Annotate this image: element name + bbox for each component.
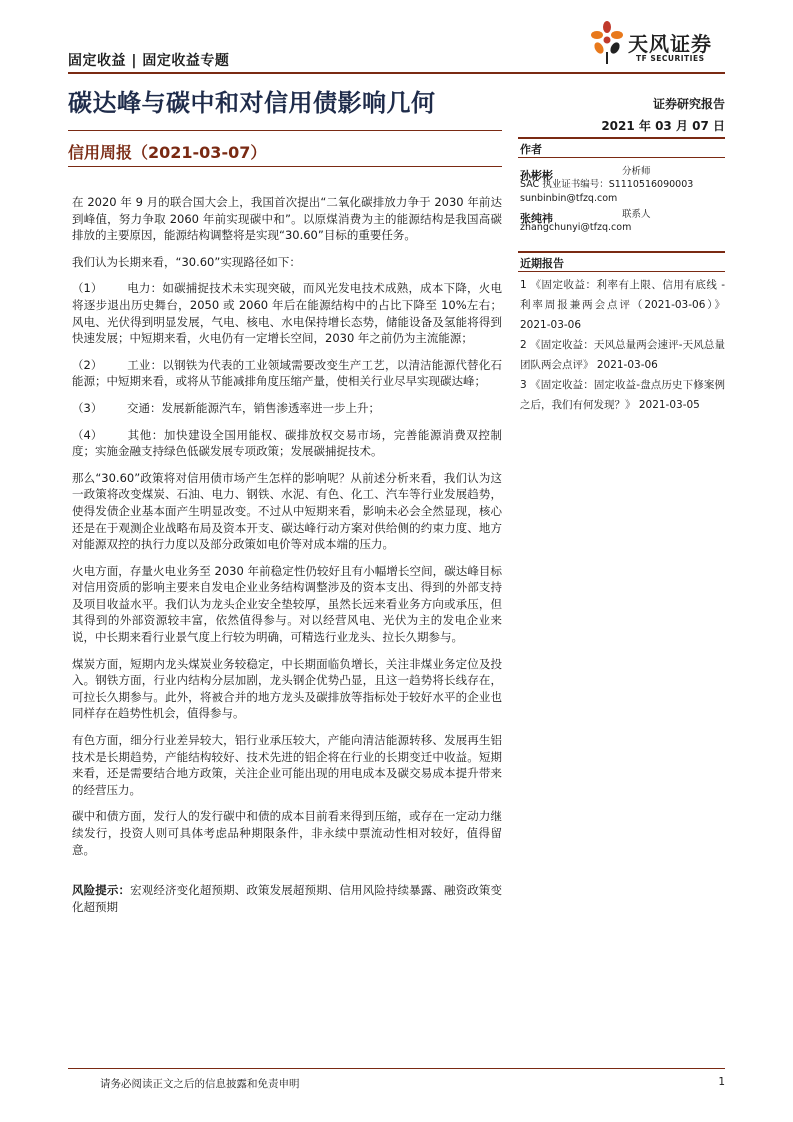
report-subtitle: 信用周报（2021-03-07） (68, 143, 267, 162)
recent-report-item[interactable]: 1 《固定收益：利率有上限、信用有底线 - 利率周报兼两会点评（2021-03-06）》 2021-03-06 (520, 279, 725, 331)
body-paragraph: 我们认为长期来看，“30.60”实现路径如下： (72, 254, 301, 269)
recent-report-item[interactable]: 2 《固定收益：天风总量两会速评-天风总量团队两会点评》 2021-03-06 (520, 339, 725, 371)
path-item (72, 280, 502, 346)
path-item-text: 其他：加快建设全国用能权、碳排放权交易市场，完善能源消费双控制度；实施金融支持绿色低碳发展专项政策；发展碳捕捉技术。 (72, 427, 502, 459)
report-body (72, 194, 502, 915)
authors-heading: 作者 (520, 143, 542, 156)
path-item-text: 电力：如碳捕捉技术未实现突破，而风光发电技术成熟，成本下降，火电将逐步退出历史舞台，2050 或 2060 年后在能源结构中的占比下降至 10%左右；风电、光伏得到明显发展，气电、核电、水电保持增长态势，储能设备及氢能将得到快速发展；中短期来看，火电仍有一定增长空间，2030 年之前仍为主流能源； (72, 281, 502, 346)
recent-reports-list (520, 275, 725, 415)
authors-heading-underline (518, 157, 725, 158)
body-paragraph: 那么“30.60”政策将对信用债市场产生怎样的影响呢？从前述分析来看，我们认为这一政策将改变煤炭、石油、电力、钢铁、水泥、有色、化工、汽车等行业发展趋势，使得发债企业基本面产生明显改变。不过从中短期来看，影响未必会全然显现，核心还是在于观测企业战略布局及资本开支、碳达峰行动方案对供给侧的约束力度、地方对能源双控的执行力度以及部分政策如电价等对成本端的压力。 (72, 470, 502, 552)
recent-report-item[interactable]: 3 《固定收益：固定收益-盘点历史下修案例之后，我们有何发现？》 2021-03-05 (520, 379, 725, 411)
author-cert: SAC 执业证书编号：S1110516090003 (520, 179, 694, 190)
breadcrumb: 固定收益 | 固定收益专题 (68, 53, 230, 69)
page-number: 1 (718, 1076, 725, 1088)
author-role: 分析师 (622, 166, 651, 177)
sidebar-authors-divider (518, 137, 725, 139)
author-name: 孙彬彬 (520, 169, 553, 182)
author-email[interactable]: sunbinbin@tfzq.com (520, 193, 618, 204)
path-item-text: 交通：发展新能源汽车，销售渗透率进一步上升； (127, 400, 380, 415)
footer-disclaimer[interactable]: 请务必阅读正文之后的信息披露和免责申明 (100, 1078, 300, 1090)
subtitle-top-divider (68, 130, 502, 131)
path-item (72, 427, 502, 460)
report-type: 证券研究报告 (652, 97, 725, 111)
logo-chinese-name: 天风证券 (628, 32, 712, 56)
path-item-text: 工业：以钢铁为代表的工业领域需要改变生产工艺，以清洁能源代替化石能源；中短期来看，或将从节能减排角度压缩产量，使相关行业尽早实现碳达峰； (72, 357, 502, 389)
path-item-number: （4） (72, 427, 103, 442)
author-block (520, 164, 725, 235)
header-divider (68, 72, 725, 74)
flower-logo-icon (586, 18, 628, 66)
company-logo (586, 18, 726, 70)
logo-english-name: TF SECURITIES (636, 54, 705, 63)
page-title: 碳达峰与碳中和对信用债影响几何 (68, 89, 436, 117)
risk-label: 风险提示： (72, 883, 131, 898)
risk-warning (72, 882, 502, 915)
risk-text: 宏观经济变化超预期、政策发展超预期、信用风险持续暴露、融资政策变化超预期 (72, 883, 502, 914)
body-paragraph: 有色方面，细分行业差异较大，铝行业承压较大，产能向清洁能源转移、发展再生铝技术是长期趋势，产能结构较好、技术先进的铝企将在行业的长期变迁中收益。短期来看，还是需要结合地方政策，关注企业可能出现的用电成本及碳交易成本提升带来的经营压力。 (72, 733, 502, 797)
subtitle-bottom-divider (68, 166, 502, 167)
author-name: 张纯祎 (520, 212, 553, 225)
report-date: 2021 年 03 月 07 日 (601, 119, 725, 133)
recent-heading-underline (518, 271, 725, 272)
path-item-number: （1） (72, 281, 103, 296)
footer-divider (68, 1068, 725, 1069)
body-paragraph: 碳中和债方面，发行人的发行碳中和债的成本目前看来得到压缩，或存在一定动力继续发行，投资人则可具体考虑品种期限条件，非永续中票流动性相对较好，值得留意。 (72, 809, 502, 857)
recent-reports-heading: 近期报告 (520, 257, 564, 270)
path-item (72, 357, 502, 390)
sidebar-recent-divider (518, 251, 725, 253)
body-paragraph: 煤炭方面，短期内龙头煤炭业务较稳定，中长期面临负增长，关注非煤业务定位及投入。钢铁方面，行业内结构分层加剧，龙头钢企优势凸显，且这一趋势将长线存在，可拉长久期参与。此外，将被合并的地方龙头及碳排放等指标处于较好水平的企业也同样存在趋势性机会，值得参与。 (72, 656, 502, 721)
path-item-number: （3） (72, 400, 103, 415)
path-item (72, 400, 502, 417)
body-paragraph: 火电方面，存量火电业务至 2030 年前稳定性仍较好且有小幅增长空间，碳达峰目标对信用资质的影响主要来自发电企业业务结构调整涉及的资本支出、得到的外部支持及项目收益水平。我们认为龙头企业安全垫较厚，虽然长远来看业务方向或承压，但其得到的外部资源较丰富，依然值得参与。对以经营风电、光伏为主的发电企业来说，中长期来看行业景气度上行较为明确，可精选行业龙头、拉长久期参与。 (72, 563, 502, 645)
author-role: 联系人 (622, 209, 651, 220)
body-paragraph: 在 2020 年 9 月的联合国大会上，我国首次提出“二氧化碳排放力争于 2030 年前达到峰值，努力争取 2060 年前实现碳中和”。以原煤消费为主的能源结构是我国高碳排放的主要原因，能源结构调整将是实现“30.60”目标的重要任务。 (72, 195, 502, 243)
path-item-number: （2） (72, 357, 103, 372)
author-email[interactable]: zhangchunyi@tfzq.com (520, 222, 632, 233)
